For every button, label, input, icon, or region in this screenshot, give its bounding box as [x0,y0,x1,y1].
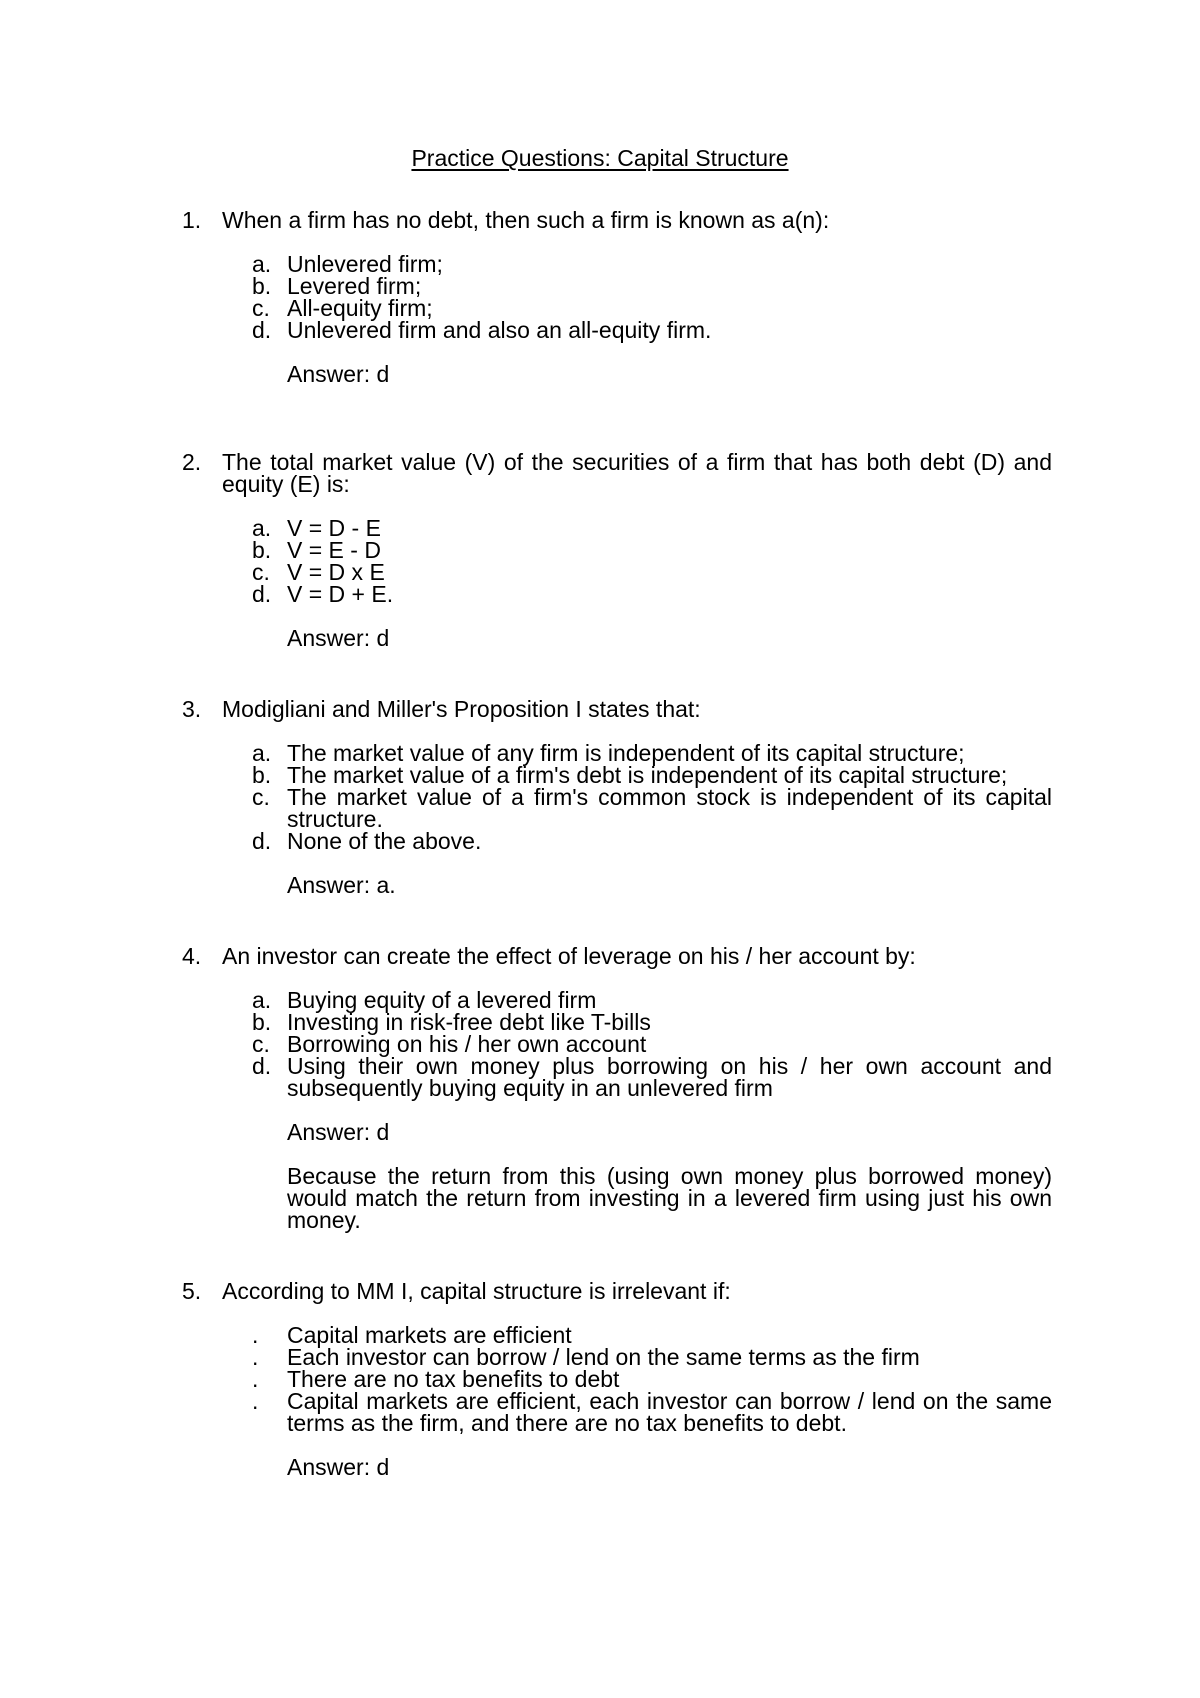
option-letter: b. [252,273,272,299]
question-text: When a firm has no debt, then such a firm is known as a(n): [222,207,830,233]
option-item [252,786,1052,830]
option-letter: c. [252,784,270,810]
option-letter: . [252,1366,259,1392]
question-2 [182,451,1052,649]
option-list [252,1324,1052,1434]
question-5 [182,1280,1052,1478]
option-letter: a. [252,251,272,277]
option-letter: c. [252,295,270,321]
option-item [252,1390,1052,1434]
question-3 [182,698,1052,896]
question-number: 4. [182,943,202,969]
option-letter: d. [252,317,272,343]
option-text: All-equity firm; [287,295,433,321]
question-number: 2. [182,449,202,475]
answer-text: Answer: d [287,625,390,651]
option-letter: b. [252,1009,272,1035]
option-letter: . [252,1388,259,1414]
option-item [252,764,1052,786]
option-item [252,539,1052,561]
option-text: The market value of a firm's debt is independent of its capital structure; [287,762,1008,788]
option-text: Each investor can borrow / lend on the same terms as the firm [287,1344,920,1370]
answer-text: Answer: d [287,361,390,387]
option-text: The market value of any firm is independent of its capital structure; [287,740,965,766]
question-4 [182,945,1052,1231]
option-item [252,830,1052,852]
option-letter: a. [252,740,272,766]
option-item [252,1033,1052,1055]
option-item [252,583,1052,605]
question-number: 5. [182,1278,202,1304]
option-item [252,1368,1052,1390]
answer-text: Answer: a. [287,872,396,898]
answer-text: Answer: d [287,1454,390,1480]
option-list [252,742,1052,852]
option-letter: d. [252,1053,272,1079]
answer-explanation: Because the return from this (using own money plus borrowed money) would match the return from investing in a levered firm using just his own money. [287,1163,1052,1233]
option-list [252,989,1052,1099]
option-letter: c. [252,1031,270,1057]
answer-text: Answer: d [287,1119,390,1145]
option-item [252,297,1052,319]
option-text: There are no tax benefits to debt [287,1366,620,1392]
option-text: V = D - E [287,515,381,541]
option-list [252,253,1052,341]
option-item [252,1055,1052,1099]
question-text: Modigliani and Miller's Proposition I states that: [222,696,701,722]
option-text: Investing in risk-free debt like T-bills [287,1009,651,1035]
option-item [252,1324,1052,1346]
option-list [252,517,1052,605]
option-item [252,742,1052,764]
option-text: Buying equity of a levered firm [287,987,597,1013]
option-text: Levered firm; [287,273,422,299]
page-title: Practice Questions: Capital Structure [411,145,789,171]
option-text: Borrowing on his / her own account [287,1031,647,1057]
option-item [252,253,1052,275]
question-number: 3. [182,696,202,722]
option-text: V = E - D [287,537,381,563]
option-text: None of the above. [287,828,482,854]
option-letter: . [252,1322,259,1348]
option-letter: a. [252,987,272,1013]
option-item [252,319,1052,341]
option-letter: d. [252,828,272,854]
option-text: V = D x E [287,559,385,585]
option-letter: d. [252,581,272,607]
question-text: The total market value (V) of the securities of a firm that has both debt (D) and equity (E) is: [222,449,1052,497]
question-text: According to MM I, capital structure is irrelevant if: [222,1278,731,1304]
option-item [252,561,1052,583]
option-letter: b. [252,537,272,563]
option-item [252,989,1052,1011]
question-number: 1. [182,207,202,233]
option-letter: a. [252,515,272,541]
option-item [252,1011,1052,1033]
option-text: Using their own money plus borrowing on his / her own account and subsequently buying equity in an unlevered firm [287,1053,1052,1101]
option-text: V = D + E. [287,581,394,607]
question-1 [182,209,1052,385]
option-item [252,517,1052,539]
option-text: The market value of a firm's common stock is independent of its capital structure. [287,784,1052,832]
question-text: An investor can create the effect of leverage on his / her account by: [222,943,916,969]
option-text: Unlevered firm; [287,251,443,277]
option-item [252,1346,1052,1368]
option-text: Capital markets are efficient, each investor can borrow / lend on the same terms as the firm, and there are no tax benefits to debt. [287,1388,1052,1436]
option-letter: b. [252,762,272,788]
option-text: Capital markets are efficient [287,1322,572,1348]
option-letter: . [252,1344,259,1370]
option-item [252,275,1052,297]
option-letter: c. [252,559,270,585]
option-text: Unlevered firm and also an all-equity firm. [287,317,712,343]
